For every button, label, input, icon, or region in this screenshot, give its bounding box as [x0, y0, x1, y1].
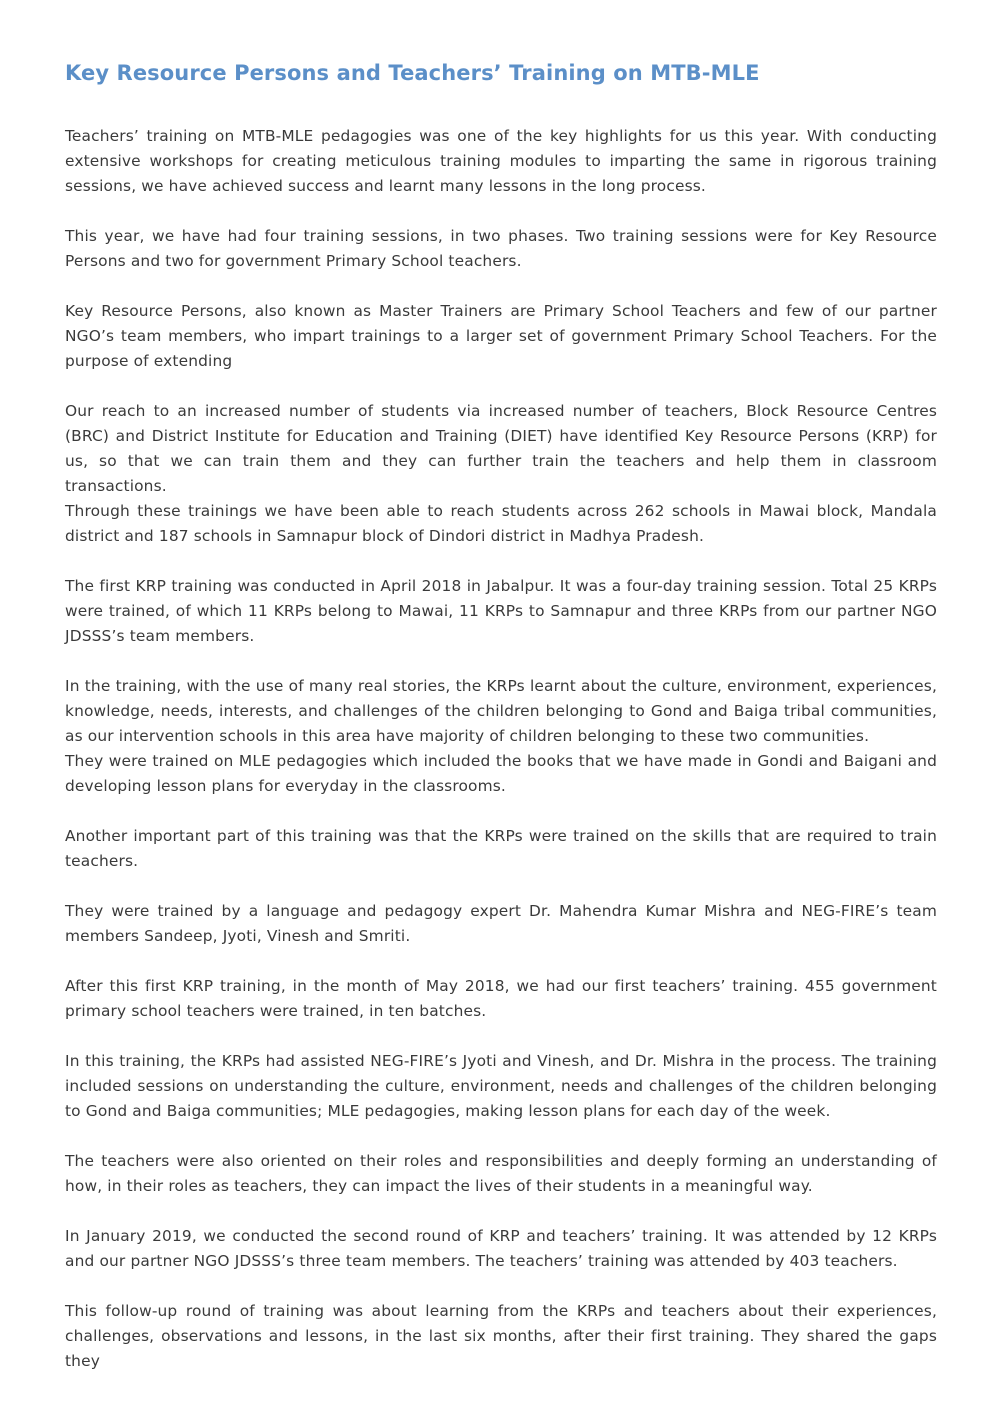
page-title: Key Resource Persons and Teachers’ Training on MTB-MLE [65, 61, 760, 85]
paragraph-reach: Our reach to an increased number of students via increased number of teachers, Block Resource Centres (BRC) and District Institute for Education and Training (DIET) have identified Key Resource Persons (KRP) for us, so that we can train them and they can further train the teachers and help them in classroom transactions. [65, 402, 937, 495]
paragraph-training-content: In the training, with the use of many real stories, the KRPs learnt about the culture, environment, experiences, knowledge, needs, interests, and challenges of the children belonging to Gond and Baiga tribal communities, as our intervention schools in this area have majority of children belonging to these two communities. [65, 677, 937, 745]
paragraph-krp-assistance: In this training, the KRPs had assisted NEG-FIRE’s Jyoti and Vinesh, and Dr. Mishra in the process. The training included sessions on understanding the culture, environment, needs and challenges of the children belonging to Gond and Baiga communities; MLE pedagogies, making lesson plans for each day of the week. [65, 1052, 937, 1120]
document-page [65, 58, 937, 1399]
paragraph-follow-up: This follow-up round of training was about learning from the KRPs and teachers about their experiences, challenges, observations and lessons, in the last six months, after their first training. They shared the gaps they [65, 1302, 937, 1370]
paragraph-second-round: In January 2019, we conducted the second round of KRP and teachers’ training. It was attended by 12 KRPs and our partner NGO JDSSS’s three team members. The teachers’ training was attended by 403 teachers. [65, 1227, 937, 1270]
paragraph-train-skills: Another important part of this training was that the KRPs were trained on the skills that are required to train teachers. [65, 827, 937, 870]
paragraph-sessions: This year, we have had four training sessions, in two phases. Two training sessions were for Key Resource Persons and two for government Primary School teachers. [65, 227, 937, 270]
paragraph-intro: Teachers’ training on MTB-MLE pedagogies was one of the key highlights for us this year. With conducting extensive workshops for creating meticulous training modules to imparting the same in rigorous training sessions, we have achieved success and learnt many lessons in the long process. [65, 127, 937, 195]
paragraph-trainers: They were trained by a language and pedagogy expert Dr. Mahendra Kumar Mishra and NEG-FIRE’s team members Sandeep, Jyoti, Vinesh and Smriti. [65, 902, 937, 945]
paragraph-mle-pedagogies: They were trained on MLE pedagogies which included the books that we have made in Gondi and Baigani and developing lesson plans for everyday in the classrooms. [65, 752, 937, 795]
paragraph-schools: Through these trainings we have been able to reach students across 262 schools in Mawai block, Mandala district and 187 schools in Samnapur block of Dindori district in Madhya Pradesh. [65, 502, 937, 545]
paragraph-first-teachers-training: After this first KRP training, in the month of May 2018, we had our first teachers’ training. 455 government primary school teachers were trained, in ten batches. [65, 977, 937, 1020]
paragraph-first-krp-training: The first KRP training was conducted in April 2018 in Jabalpur. It was a four-day training session. Total 25 KRPs were trained, of which 11 KRPs belong to Mawai, 11 KRPs to Samnapur and three KRPs from our partner NGO JDSSS’s team members. [65, 577, 937, 645]
paragraph-roles: The teachers were also oriented on their roles and responsibilities and deeply forming an understanding of how, in their roles as teachers, they can impact the lives of their students in a meaningful way. [65, 1152, 937, 1195]
paragraph-krp-definition: Key Resource Persons, also known as Master Trainers are Primary School Teachers and few of our partner NGO’s team members, who impart trainings to a larger set of government Primary School Teachers. For the purpose of extending [65, 302, 937, 370]
